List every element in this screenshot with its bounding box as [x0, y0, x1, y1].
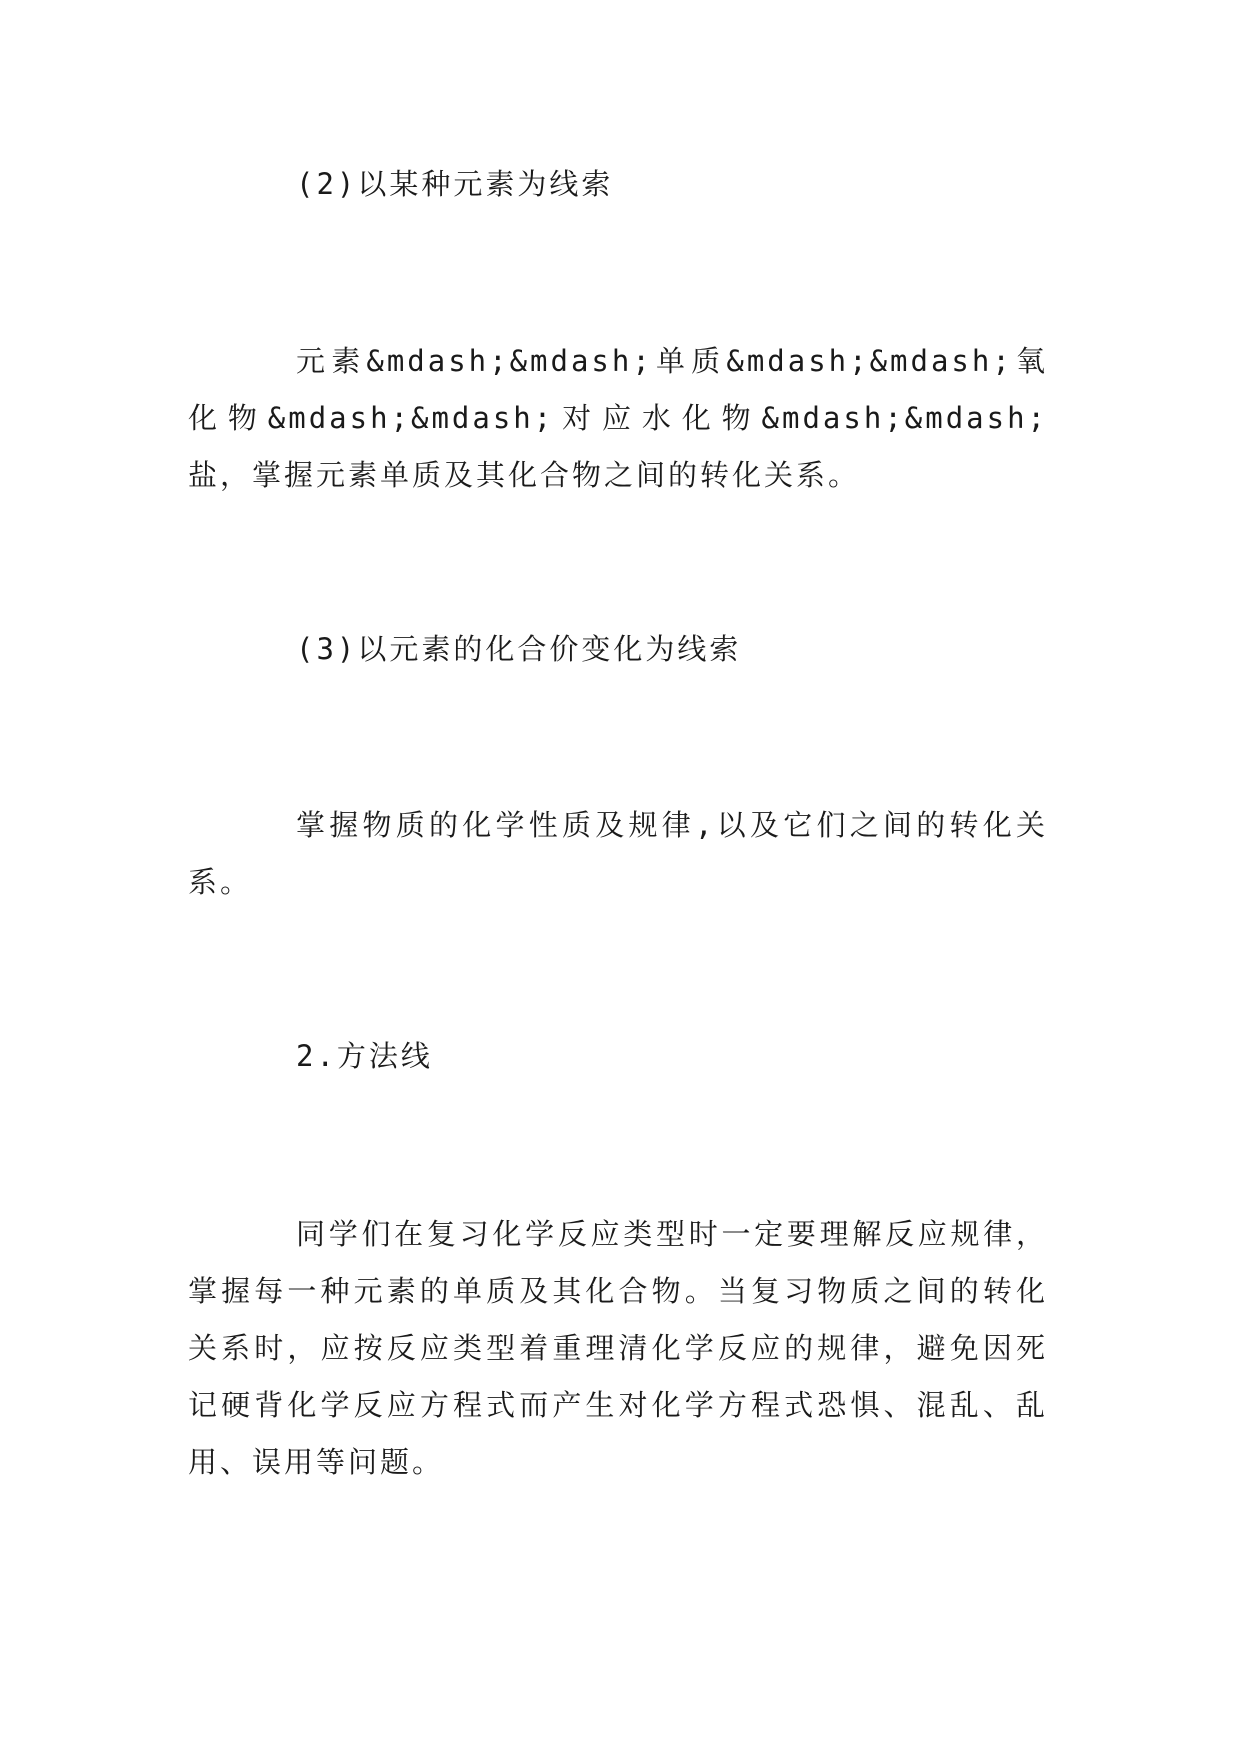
- paragraph-properties: 掌握物质的化学性质及规律,以及它们之间的转化关系。: [188, 808, 1048, 899]
- heading-valence-clue: (3)以元素的化合价变化为线索: [296, 632, 742, 666]
- paragraph-method-detail: 同学们在复习化学反应类型时一定要理解反应规律，掌握每一种元素的单质及其化合物。当复习物质之间的转化关系时，应按反应类型着重理清化学反应的规律，避免因死记硬背化学反应方程式而产生对化学方程式恐惧、混乱、乱用、误用等问题。: [188, 1217, 1048, 1479]
- heading-element-clue: (2)以某种元素为线索: [296, 167, 614, 201]
- heading-method-line: 2.方法线: [296, 1039, 433, 1073]
- paragraph-element-chain: 元素&mdash;&mdash;单质&mdash;&mdash;氧化物&mdash;&mdash;对应水化物&mdash;&mdash;盐，掌握元素单质及其化合物之间的转化关系。: [188, 344, 1048, 492]
